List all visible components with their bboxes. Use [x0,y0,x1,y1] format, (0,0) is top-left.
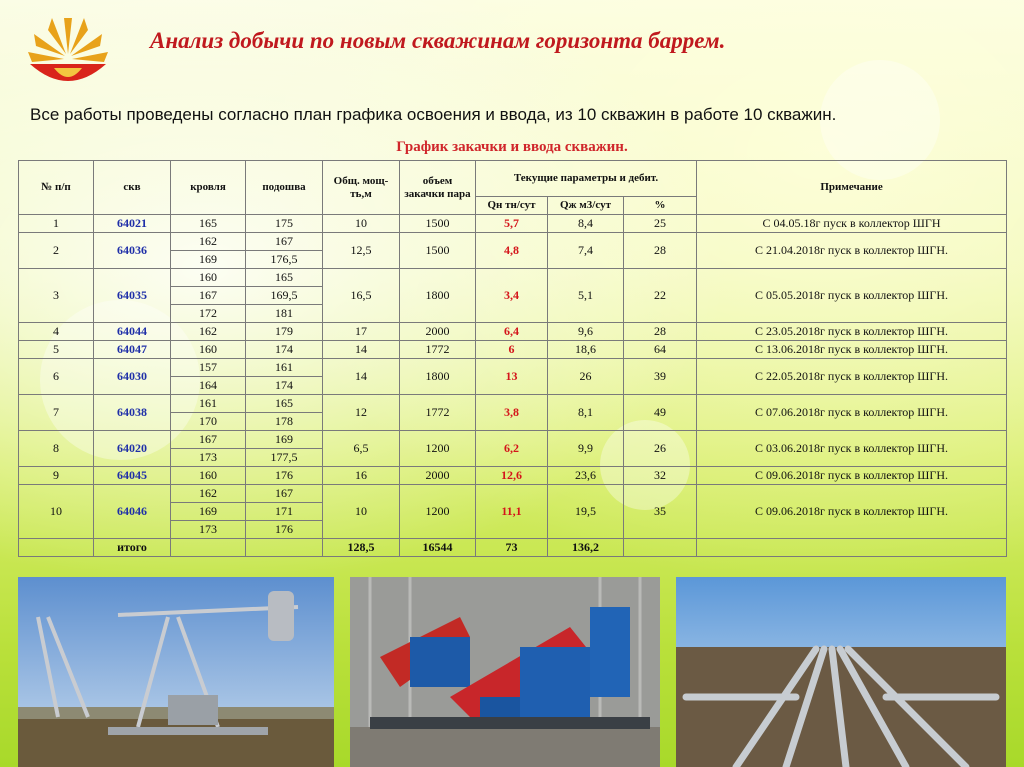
cell-pct: 28 [624,323,697,341]
table-row [19,269,1007,287]
cell-thickness: 10 [323,215,400,233]
cell-top: 169 [171,503,246,521]
table-row [19,431,1007,449]
table-row [19,215,1007,233]
cell-thickness: 6,5 [323,431,400,467]
cell-thickness: 12,5 [323,233,400,269]
cell-skv: 64047 [94,341,171,359]
header-qzh: Qж м3/сут [548,197,624,215]
cell-skv: 64035 [94,269,171,323]
total-volume: 16544 [400,539,476,557]
cell-note: С 03.06.2018г пуск в коллектор ШГН. [697,431,1007,467]
cell-qzh: 5,1 [548,269,624,323]
cell-pct: 64 [624,341,697,359]
cell-qzh: 8,4 [548,215,624,233]
cell-skv: 64046 [94,485,171,539]
cell-bottom: 169 [246,431,323,449]
pumpjack-photo [18,577,334,767]
cell-bottom: 165 [246,269,323,287]
lead-text: Все работы проведены согласно план графика освоения и ввода, из 10 скважин в работе 10 скважин. [30,105,837,124]
company-logo [24,10,112,86]
table-row [19,233,1007,251]
header-note: Примечание [697,161,1007,215]
cell-num: 7 [19,395,94,431]
cell-skv: 64044 [94,323,171,341]
cell-qzh: 23,6 [548,467,624,485]
cell-top: 173 [171,449,246,467]
cell-qn: 6,4 [476,323,548,341]
cell-top: 162 [171,233,246,251]
header-qn: Qн тн/сут [476,197,548,215]
cell-top: 164 [171,377,246,395]
cell-thickness: 14 [323,341,400,359]
cell-pct: 49 [624,395,697,431]
header-volume: объем закачки пара [400,161,476,215]
cell-note: С 13.06.2018г пуск в коллектор ШГН. [697,341,1007,359]
table-row [19,485,1007,503]
cell-pct: 26 [624,431,697,467]
cell-thickness: 17 [323,323,400,341]
cell-pct: 39 [624,359,697,395]
cell-note: С 09.06.2018г пуск в коллектор ШГН. [697,467,1007,485]
cell-num: 6 [19,359,94,395]
pipeline-photo [676,577,1006,767]
total-qn: 73 [476,539,548,557]
cell-top: 169 [171,251,246,269]
header-skv: скв [94,161,171,215]
cell-volume: 2000 [400,467,476,485]
pump-units-photo [350,577,660,767]
cell-thickness: 12 [323,395,400,431]
cell-qn: 3,8 [476,395,548,431]
cell-qzh: 18,6 [548,341,624,359]
cell-top: 161 [171,395,246,413]
header-num: № п/п [19,161,94,215]
table-caption: График закачки и ввода скважин. [396,139,628,155]
cell-bottom: 167 [246,485,323,503]
cell-qn: 12,6 [476,467,548,485]
cell-qn: 5,7 [476,215,548,233]
cell-top: 160 [171,341,246,359]
cell-top: 170 [171,413,246,431]
cell-qzh: 9,6 [548,323,624,341]
cell-thickness: 16,5 [323,269,400,323]
header-pct: % [624,197,697,215]
cell-qn: 6,2 [476,431,548,467]
cell-bottom: 161 [246,359,323,377]
cell-top: 173 [171,521,246,539]
cell-num: 3 [19,269,94,323]
cell-qn: 4,8 [476,233,548,269]
cell-top: 167 [171,287,246,305]
cell-bottom: 169,5 [246,287,323,305]
cell-bottom: 179 [246,323,323,341]
cell-volume: 1500 [400,215,476,233]
cell-num: 2 [19,233,94,269]
page-title: Анализ добычи по новым скважинам горизонта баррем. [150,28,726,53]
cell-num: 10 [19,485,94,539]
cell-pct: 32 [624,467,697,485]
cell-top: 165 [171,215,246,233]
total-row [19,539,1007,557]
cell-qn: 11,1 [476,485,548,539]
cell-bottom: 174 [246,341,323,359]
cell-qzh: 8,1 [548,395,624,431]
cell-note: С 09.06.2018г пуск в коллектор ШГН. [697,485,1007,539]
cell-num: 1 [19,215,94,233]
cell-pct: 35 [624,485,697,539]
cell-volume: 1772 [400,395,476,431]
cell-qzh: 9,9 [548,431,624,467]
total-label: итого [94,539,171,557]
cell-skv: 64038 [94,395,171,431]
total-empty [697,539,1007,557]
total-empty [171,539,246,557]
cell-bottom: 181 [246,305,323,323]
cell-qn: 6 [476,341,548,359]
cell-top: 160 [171,467,246,485]
cell-num: 8 [19,431,94,467]
cell-top: 167 [171,431,246,449]
table-row [19,341,1007,359]
cell-skv: 64020 [94,431,171,467]
cell-thickness: 10 [323,485,400,539]
header-thickness: Общ. мощ-ть,м [323,161,400,215]
cell-bottom: 177,5 [246,449,323,467]
cell-top: 172 [171,305,246,323]
cell-note: С 21.04.2018г пуск в коллектор ШГН. [697,233,1007,269]
cell-skv: 64030 [94,359,171,395]
cell-bottom: 175 [246,215,323,233]
cell-bottom: 174 [246,377,323,395]
cell-bottom: 176,5 [246,251,323,269]
cell-top: 157 [171,359,246,377]
cell-bottom: 167 [246,233,323,251]
cell-pct: 25 [624,215,697,233]
cell-note: С 23.05.2018г пуск в коллектор ШГН. [697,323,1007,341]
table-row [19,395,1007,413]
cell-top: 160 [171,269,246,287]
header-current: Текущие параметры и дебит. [476,161,697,197]
table-row [19,323,1007,341]
cell-bottom: 165 [246,395,323,413]
cell-bottom: 171 [246,503,323,521]
cell-pct: 22 [624,269,697,323]
cell-qn: 13 [476,359,548,395]
table-row [19,359,1007,377]
table-row [19,467,1007,485]
cell-note: С 04.05.18г пуск в коллектор ШГН [697,215,1007,233]
total-empty [624,539,697,557]
cell-bottom: 176 [246,521,323,539]
cell-top: 162 [171,485,246,503]
cell-note: С 05.05.2018г пуск в коллектор ШГН. [697,269,1007,323]
cell-skv: 64045 [94,467,171,485]
cell-thickness: 14 [323,359,400,395]
cell-note: С 07.06.2018г пуск в коллектор ШГН. [697,395,1007,431]
cell-num: 5 [19,341,94,359]
cell-volume: 2000 [400,323,476,341]
cell-num: 9 [19,467,94,485]
cell-volume: 1200 [400,431,476,467]
cell-thickness: 16 [323,467,400,485]
cell-skv: 64021 [94,215,171,233]
cell-bottom: 178 [246,413,323,431]
cell-bottom: 176 [246,467,323,485]
cell-pct: 28 [624,233,697,269]
cell-volume: 1800 [400,269,476,323]
wells-table [18,160,1007,557]
cell-volume: 1772 [400,341,476,359]
total-empty [246,539,323,557]
cell-volume: 1200 [400,485,476,539]
cell-top: 162 [171,323,246,341]
cell-num: 4 [19,323,94,341]
cell-skv: 64036 [94,233,171,269]
cell-note: С 22.05.2018г пуск в коллектор ШГН. [697,359,1007,395]
total-empty [19,539,94,557]
total-thickness: 128,5 [323,539,400,557]
cell-qzh: 19,5 [548,485,624,539]
cell-qn: 3,4 [476,269,548,323]
cell-volume: 1800 [400,359,476,395]
cell-qzh: 26 [548,359,624,395]
cell-volume: 1500 [400,233,476,269]
cell-qzh: 7,4 [548,233,624,269]
header-top: кровля [171,161,246,215]
total-qzh: 136,2 [548,539,624,557]
header-bottom: подошва [246,161,323,215]
